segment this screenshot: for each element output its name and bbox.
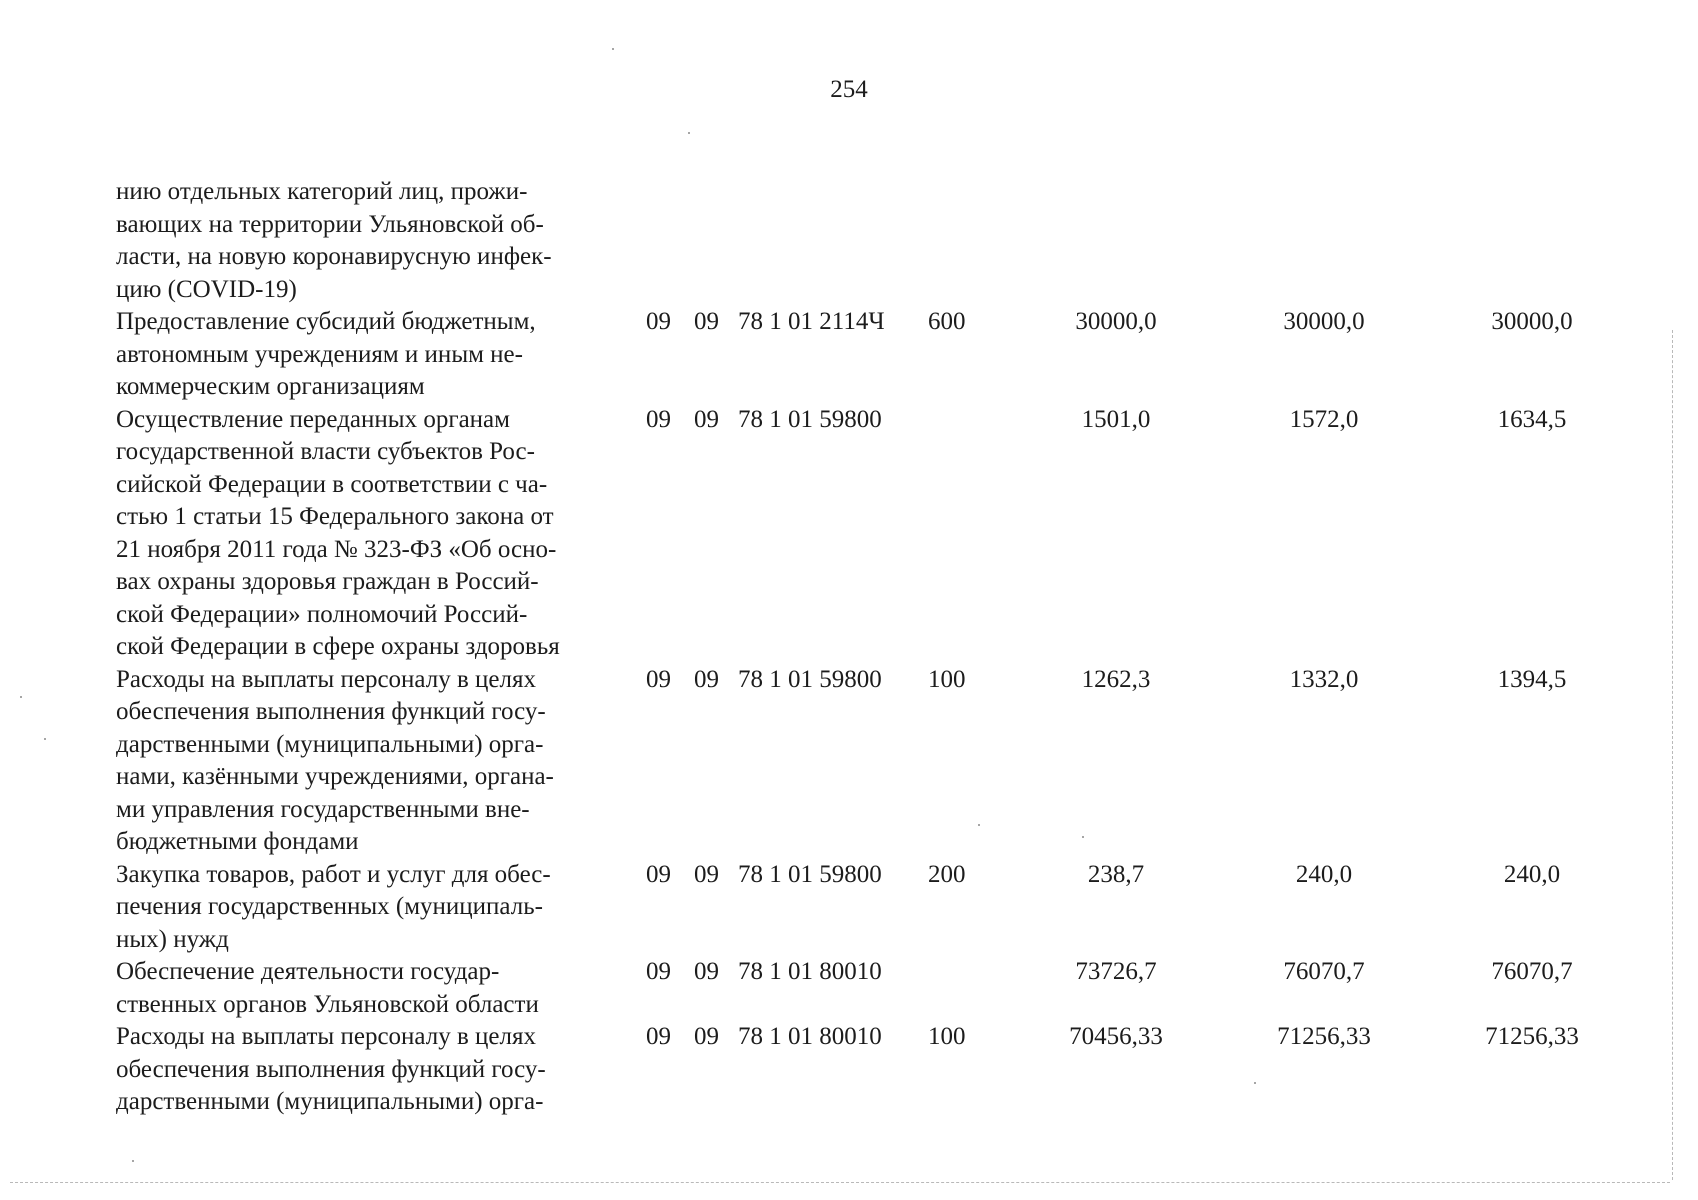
target-article-code: 78 1 01 59800 <box>738 860 882 888</box>
table-row <box>116 956 1596 1021</box>
scan-speck <box>978 824 980 826</box>
table-row <box>116 404 1596 664</box>
subsection-code: 09 <box>694 665 719 693</box>
table-row <box>116 306 1596 404</box>
expense-type-code: 100 <box>928 1023 966 1050</box>
section-code: 09 <box>646 665 671 693</box>
row-description: Расходы на выплаты персоналу в целях обеспечения выполнения функций госу- дарственными (муниципальными) орга- нами, казёнными учреждениями, органа- ми управления государственными вне- бюджетными фондами <box>116 665 554 855</box>
scan-border-bottom <box>10 1182 1670 1183</box>
amount-year-1: 73726,7 <box>1075 958 1157 985</box>
section-code: 09 <box>646 958 671 985</box>
amount-year-2: 76070,7 <box>1283 958 1365 985</box>
scan-speck <box>688 132 690 134</box>
amount-year-3: 30000,0 <box>1491 308 1573 335</box>
subsection-code: 09 <box>694 1023 719 1050</box>
table-row <box>116 1021 1596 1119</box>
amount-year-1: 1262,3 <box>1081 665 1151 693</box>
row-description: нию отдельных категорий лиц, прожи- вающих на территории Ульяновской об- ласти, на новую коронавирусную инфек- цию (COVID-19) <box>116 178 552 303</box>
target-article-code: 78 1 01 59800 <box>738 665 882 693</box>
subsection-code: 09 <box>694 308 719 335</box>
table-row <box>116 176 1596 306</box>
table-row <box>116 664 1596 859</box>
table-row <box>116 859 1596 957</box>
amount-year-2: 1332,0 <box>1289 665 1359 693</box>
row-description: Расходы на выплаты персоналу в целях обеспечения выполнения функций госу- дарственными (муниципальными) орга- <box>116 1023 546 1115</box>
target-article-code: 78 1 01 80010 <box>738 958 882 985</box>
row-description: Закупка товаров, работ и услуг для обес- печения государственных (муниципаль- ных) нужд <box>116 860 551 953</box>
scan-speck <box>1082 836 1084 838</box>
target-article-code: 78 1 01 80010 <box>738 1023 882 1050</box>
amount-year-3: 240,0 <box>1503 860 1561 888</box>
scan-speck <box>44 738 46 740</box>
target-article-code: 78 1 01 2114Ч <box>738 308 885 335</box>
amount-year-3: 1634,5 <box>1497 405 1567 433</box>
subsection-code: 09 <box>694 860 719 888</box>
target-article-code: 78 1 01 59800 <box>738 405 882 433</box>
subsection-code: 09 <box>694 958 719 985</box>
amount-year-2: 1572,0 <box>1289 405 1359 433</box>
scan-speck <box>132 1160 134 1162</box>
expense-type-code: 200 <box>928 860 966 888</box>
amount-year-3: 71256,33 <box>1485 1023 1579 1050</box>
expense-type-code: 600 <box>928 308 966 335</box>
section-code: 09 <box>646 860 671 888</box>
amount-year-1: 30000,0 <box>1075 308 1157 335</box>
scan-speck <box>20 696 22 698</box>
section-code: 09 <box>646 405 671 433</box>
page-number: 254 <box>830 76 868 103</box>
amount-year-2: 240,0 <box>1295 860 1353 888</box>
expense-type-code: 100 <box>928 665 966 693</box>
row-description: Обеспечение деятельности государ- ственных органов Ульяновской области <box>116 958 539 1018</box>
amount-year-3: 1394,5 <box>1497 665 1567 693</box>
amount-year-1: 1501,0 <box>1081 405 1151 433</box>
row-description: Осуществление переданных органам государственной власти субъектов Рос- сийской Федерации в соответствии с ча- стью 1 статьи 15 Федерального закона от 21 ноября 2011 года № 323-ФЗ «Об осно- вах охраны здоровья граждан в Россий- ской Федерации» полномочий Россий- ской Федерации в сфере охраны здоровья <box>116 405 560 660</box>
amount-year-2: 71256,33 <box>1277 1023 1371 1050</box>
row-description: Предоставление субсидий бюджетным, автономным учреждениям и иным не- коммерческим организациям <box>116 308 536 400</box>
amount-year-1: 70456,33 <box>1069 1023 1163 1050</box>
amount-year-1: 238,7 <box>1087 860 1145 888</box>
scan-speck <box>612 48 614 50</box>
amount-year-3: 76070,7 <box>1491 958 1573 985</box>
scan-border-right <box>1672 330 1673 1180</box>
scan-speck <box>1254 1082 1256 1084</box>
budget-table <box>116 176 1596 1119</box>
amount-year-2: 30000,0 <box>1283 308 1365 335</box>
section-code: 09 <box>646 308 671 335</box>
section-code: 09 <box>646 1023 671 1050</box>
subsection-code: 09 <box>694 405 719 433</box>
